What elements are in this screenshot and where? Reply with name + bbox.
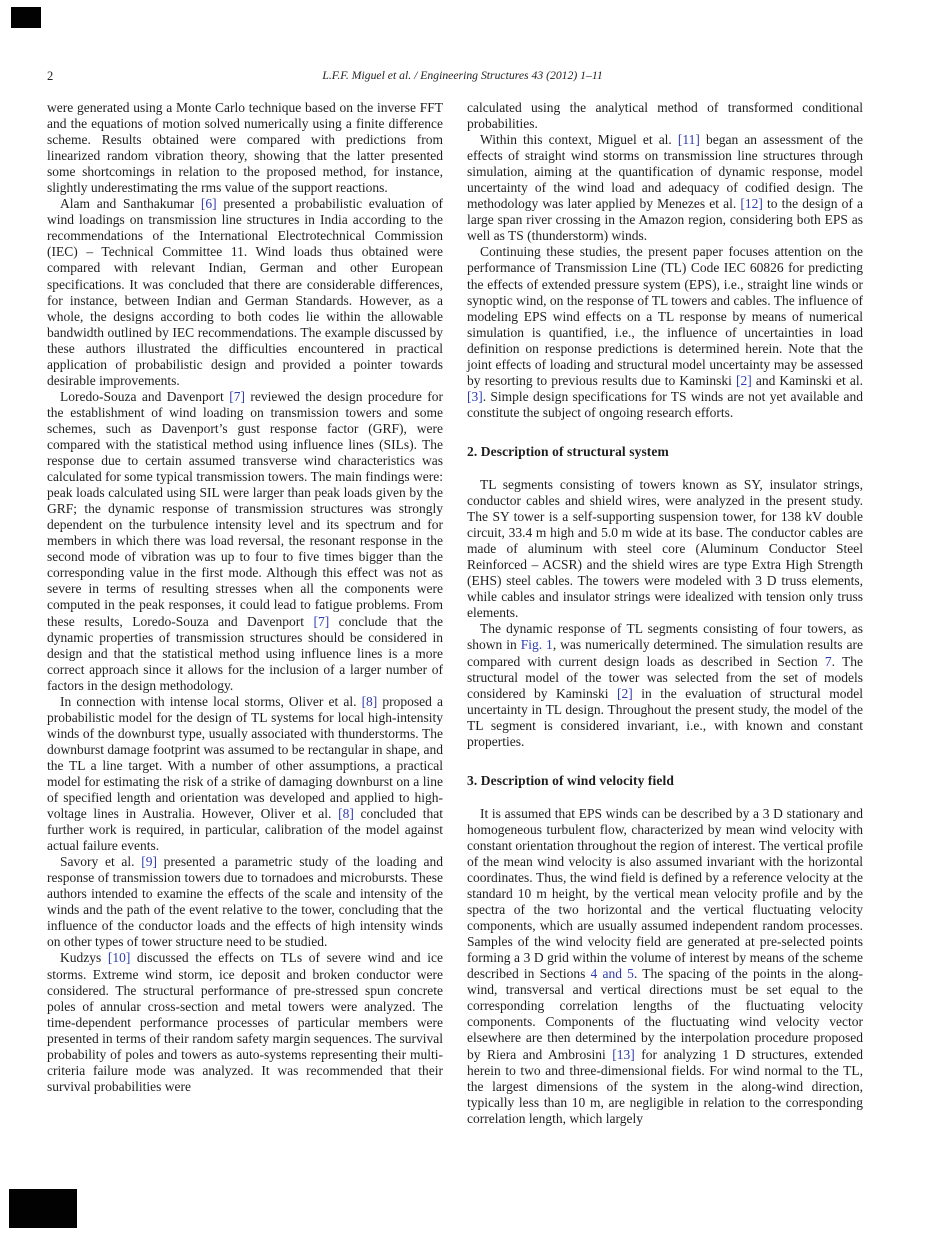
left-column (47, 100, 443, 1127)
paragraph: Savory et al. [9] presented a parametric study of the loading and response of transmission towers due to tornadoes and microbursts. These authors intended to examine the effects of the scale and intensity of the winds and the path of the event relative to the tower, concluding that the influence of the conductor loads and the effects of high intensity winds on other types of tower structure need to be studied. (47, 854, 443, 950)
citation-link[interactable]: [2] (617, 685, 633, 701)
citation-link[interactable]: [10] (107, 950, 131, 966)
paragraph: In connection with intense local storms, Oliver et al. [8] proposed a probabilistic model for the design of TL systems for local high-intensity winds of the downburst type, usually associated with thunderstorms. The downburst damage footprint was assumed to be rectangular in shape, and the TL a line target. With a number of other assumptions, a practical model for estimating the risk of a strike of damaging downburst on a line of specified length and orientation was developed and applied to high-voltage lines in Australia. However, Oliver et al. [8] concluded that further work is required, in particular, calibration of the model against actual failure events. (47, 693, 443, 854)
citation-link[interactable]: Fig. 1 (520, 637, 553, 653)
right-column (467, 100, 863, 1127)
paragraph: Kudzys [10] discussed the effects on TLs of severe wind and ice storms. Extreme wind storm, ice deposit and broken conductor were considered. The structural performance of pre-stressed spun concrete poles of annular cross-section and metal towers were analyzed. The time-dependent performance processes of particular members were presented in terms of their random safety margin sequences. The survival probability of poles and towers as auto-systems representing their multi-criteria failure mode was analyzed. It was recommended that their survival probabilities were (47, 950, 443, 1094)
citation-link[interactable]: [7] (229, 388, 245, 404)
citation-link[interactable]: [8] (338, 806, 354, 822)
paragraph: Continuing these studies, the present paper focuses attention on the performance of Transmission Line (TL) Code IEC 60826 for predicting the effects of extended pressure system (EPS), i.e., straight line winds or synoptic wind, on the response of TL towers and cables. The influence of modeling EPS wind effects on a TL response by means of numerical simulation is quantified, i.e., the influence of uncertainties in load definition on response predictions is determined herein. Note that the joint effects of loading and structural model uncertainty may be assessed by resorting to previous results due to Kaminski [2] and Kaminski et al. [3]. Simple design specifications for TS winds are not yet available and constitute the subject of ongoing research efforts. (467, 244, 863, 420)
paragraph: were generated using a Monte Carlo technique based on the inverse FFT and the equations of motion solved numerically using a finite difference scheme. Results obtained were compared with predictions from linearized random vibration theory, showing that the latter presented some shortcomings in relation to the proposed method, for instance, slightly underestimating the rms value of the support reactions. (47, 100, 443, 196)
citation-link[interactable]: [12] (740, 196, 763, 212)
citation-link[interactable]: [6] (200, 196, 217, 212)
citation-link[interactable]: [2] (736, 372, 752, 388)
citation-link[interactable]: [13] (612, 1046, 635, 1062)
citation-link[interactable]: 7 (824, 653, 832, 669)
paragraph: TL segments consisting of towers known as SY, insulator strings, conductor cables and shield wires, were analyzed in the present study. The SY tower is a self-supporting suspension tower, for 138 kV double circuit, 33.4 m high and 5.0 m wide at its base. The conductor cables are made of aluminum with steel core (Aluminum Conductor Steel Reinforced – ACSR) and the shield wires are type Extra High Strength (EHS) steel cables. The towers were modeled with 3 D truss elements, while cables and insulator strings were idealized with tension only truss elements. (467, 476, 863, 621)
paragraph: Loredo-Souza and Davenport [7] reviewed the design procedure for the establishment of wind loading on transmission towers and some schemes, such as Davenport’s gust response factor (GRF), were compared with the statistical method using influence lines (SILs). The response due to certain assumed transverse wind characteristics was calculated for some typical transmission towers. The main findings were: peak loads calculated using SIL were larger than peak loads given by the GRF; the dynamic response of transmission structures was strongly dependent on the turbulence intensity level and its spectrum and for members in which there was load reversal, the resonant response in the second mode of vibration was up to four to five times bigger than the corresponding value in the first mode. Although this effect was not as severe in terms of resulting stresses when all the components were computed in the peak responses, it could lead to fatigue problems. From these results, Loredo-Souza and Davenport [7] conclude that the dynamic properties of transmission structures should be considered in design and that the statistical method using influence lines is a more correct approach since it allows for the inclusion of a larger number of factors in the design methodology. (47, 388, 443, 693)
paragraph: The dynamic response of TL segments consisting of four towers, as shown in Fig. 1, was numerically determined. The simulation results are compared with current design loads as described in Section 7. The structural model of the tower was selected from the set of models considered by Kaminski [2] in the evaluation of structural model uncertainty in TL design. Throughout the present study, the model of the TL segment is considered invariant, i.e., with known and constant properties. (467, 621, 863, 749)
citation-link[interactable]: [11] (677, 132, 700, 148)
paragraph: Alam and Santhakumar [6] presented a probabilistic evaluation of wind loadings on transmission line structures in India according to the recommendations of the International Electrotechnical Commission (IEC) – Technical Committee 11. Wind loads thus obtained were compared with relevant Indian, German and other European specifications. It was concluded that there are considerable differences, for instance, between Indian and German Standards. However, as a whole, the designs according to both codes lie within the allowable bandwidth outlined by IEC recommendations. The example discussed by these authors illustrated the difficulties encountered in practical application of probabilistic design and provided a pointer towards desirable improvements. (47, 196, 444, 388)
citation-link[interactable]: [8] (361, 693, 378, 709)
page-number: 2 (47, 69, 54, 83)
citation-link[interactable]: [3] (467, 388, 483, 404)
scan-artifact-bottom-left (9, 1189, 77, 1228)
article-body (47, 100, 863, 1127)
paragraph: It is assumed that EPS winds can be described by a 3 D stationary and homogeneous turbulent flow, characterized by mean wind velocity with constant orientation throughout the region of interest. The vertical profile of the mean wind velocity is also assumed invariant with the horizontal coordinates. Thus, the wind field is defined by a reference velocity at the standard 10 m height, by the vertical mean velocity profile and by the spectra of the two horizontal and the vertical fluctuating velocity components, which are usually assumed independent random processes. Samples of the wind velocity field are generated at pre-selected points forming a 3 D grid within the volume of interest by means of the scheme described in Sections 4 and 5. The spacing of the points in the along-wind, transversal and vertical directions must be set equal to the corresponding correlation lengths of the fluctuating velocity components. Components of the fluctuating wind velocity vector elsewhere are then determined by the interpolation procedure proposed by Riera and Ambrosini [13] for analyzing 1 D structures, extended herein to two and three-dimensional fields. For wind normal to the TL, the largest dimensions of the system in the along-wind direction, typically less than 10 m, are negligible in relation to the corresponding correlation length, which largely (467, 805, 863, 1126)
paragraph: Within this context, Miguel et al. [11] began an assessment of the effects of straight wind storms on transmission line structures through simulation, aiming at the quantification of dynamic response, model uncertainty of the wind load and adequacy of codified design. The methodology was later applied by Menezes et al. [12] to the design of a large span river crossing in the Amazon region, considering both EPS as well as TS (thunderstorm) winds. (467, 132, 863, 244)
citation-link[interactable]: 4 and 5 (590, 966, 634, 982)
paragraph: calculated using the analytical method of transformed conditional probabilities. (467, 100, 863, 132)
section-heading: 3. Description of wind velocity field (467, 772, 674, 788)
running-header: L.F.F. Miguel et al. / Engineering Structures 43 (2012) 1–11 (322, 69, 603, 82)
section-heading: 2. Description of structural system (467, 443, 669, 459)
citation-link[interactable]: [9] (141, 854, 157, 870)
scan-artifact-top-left (11, 7, 41, 28)
citation-link[interactable]: [7] (313, 613, 330, 629)
